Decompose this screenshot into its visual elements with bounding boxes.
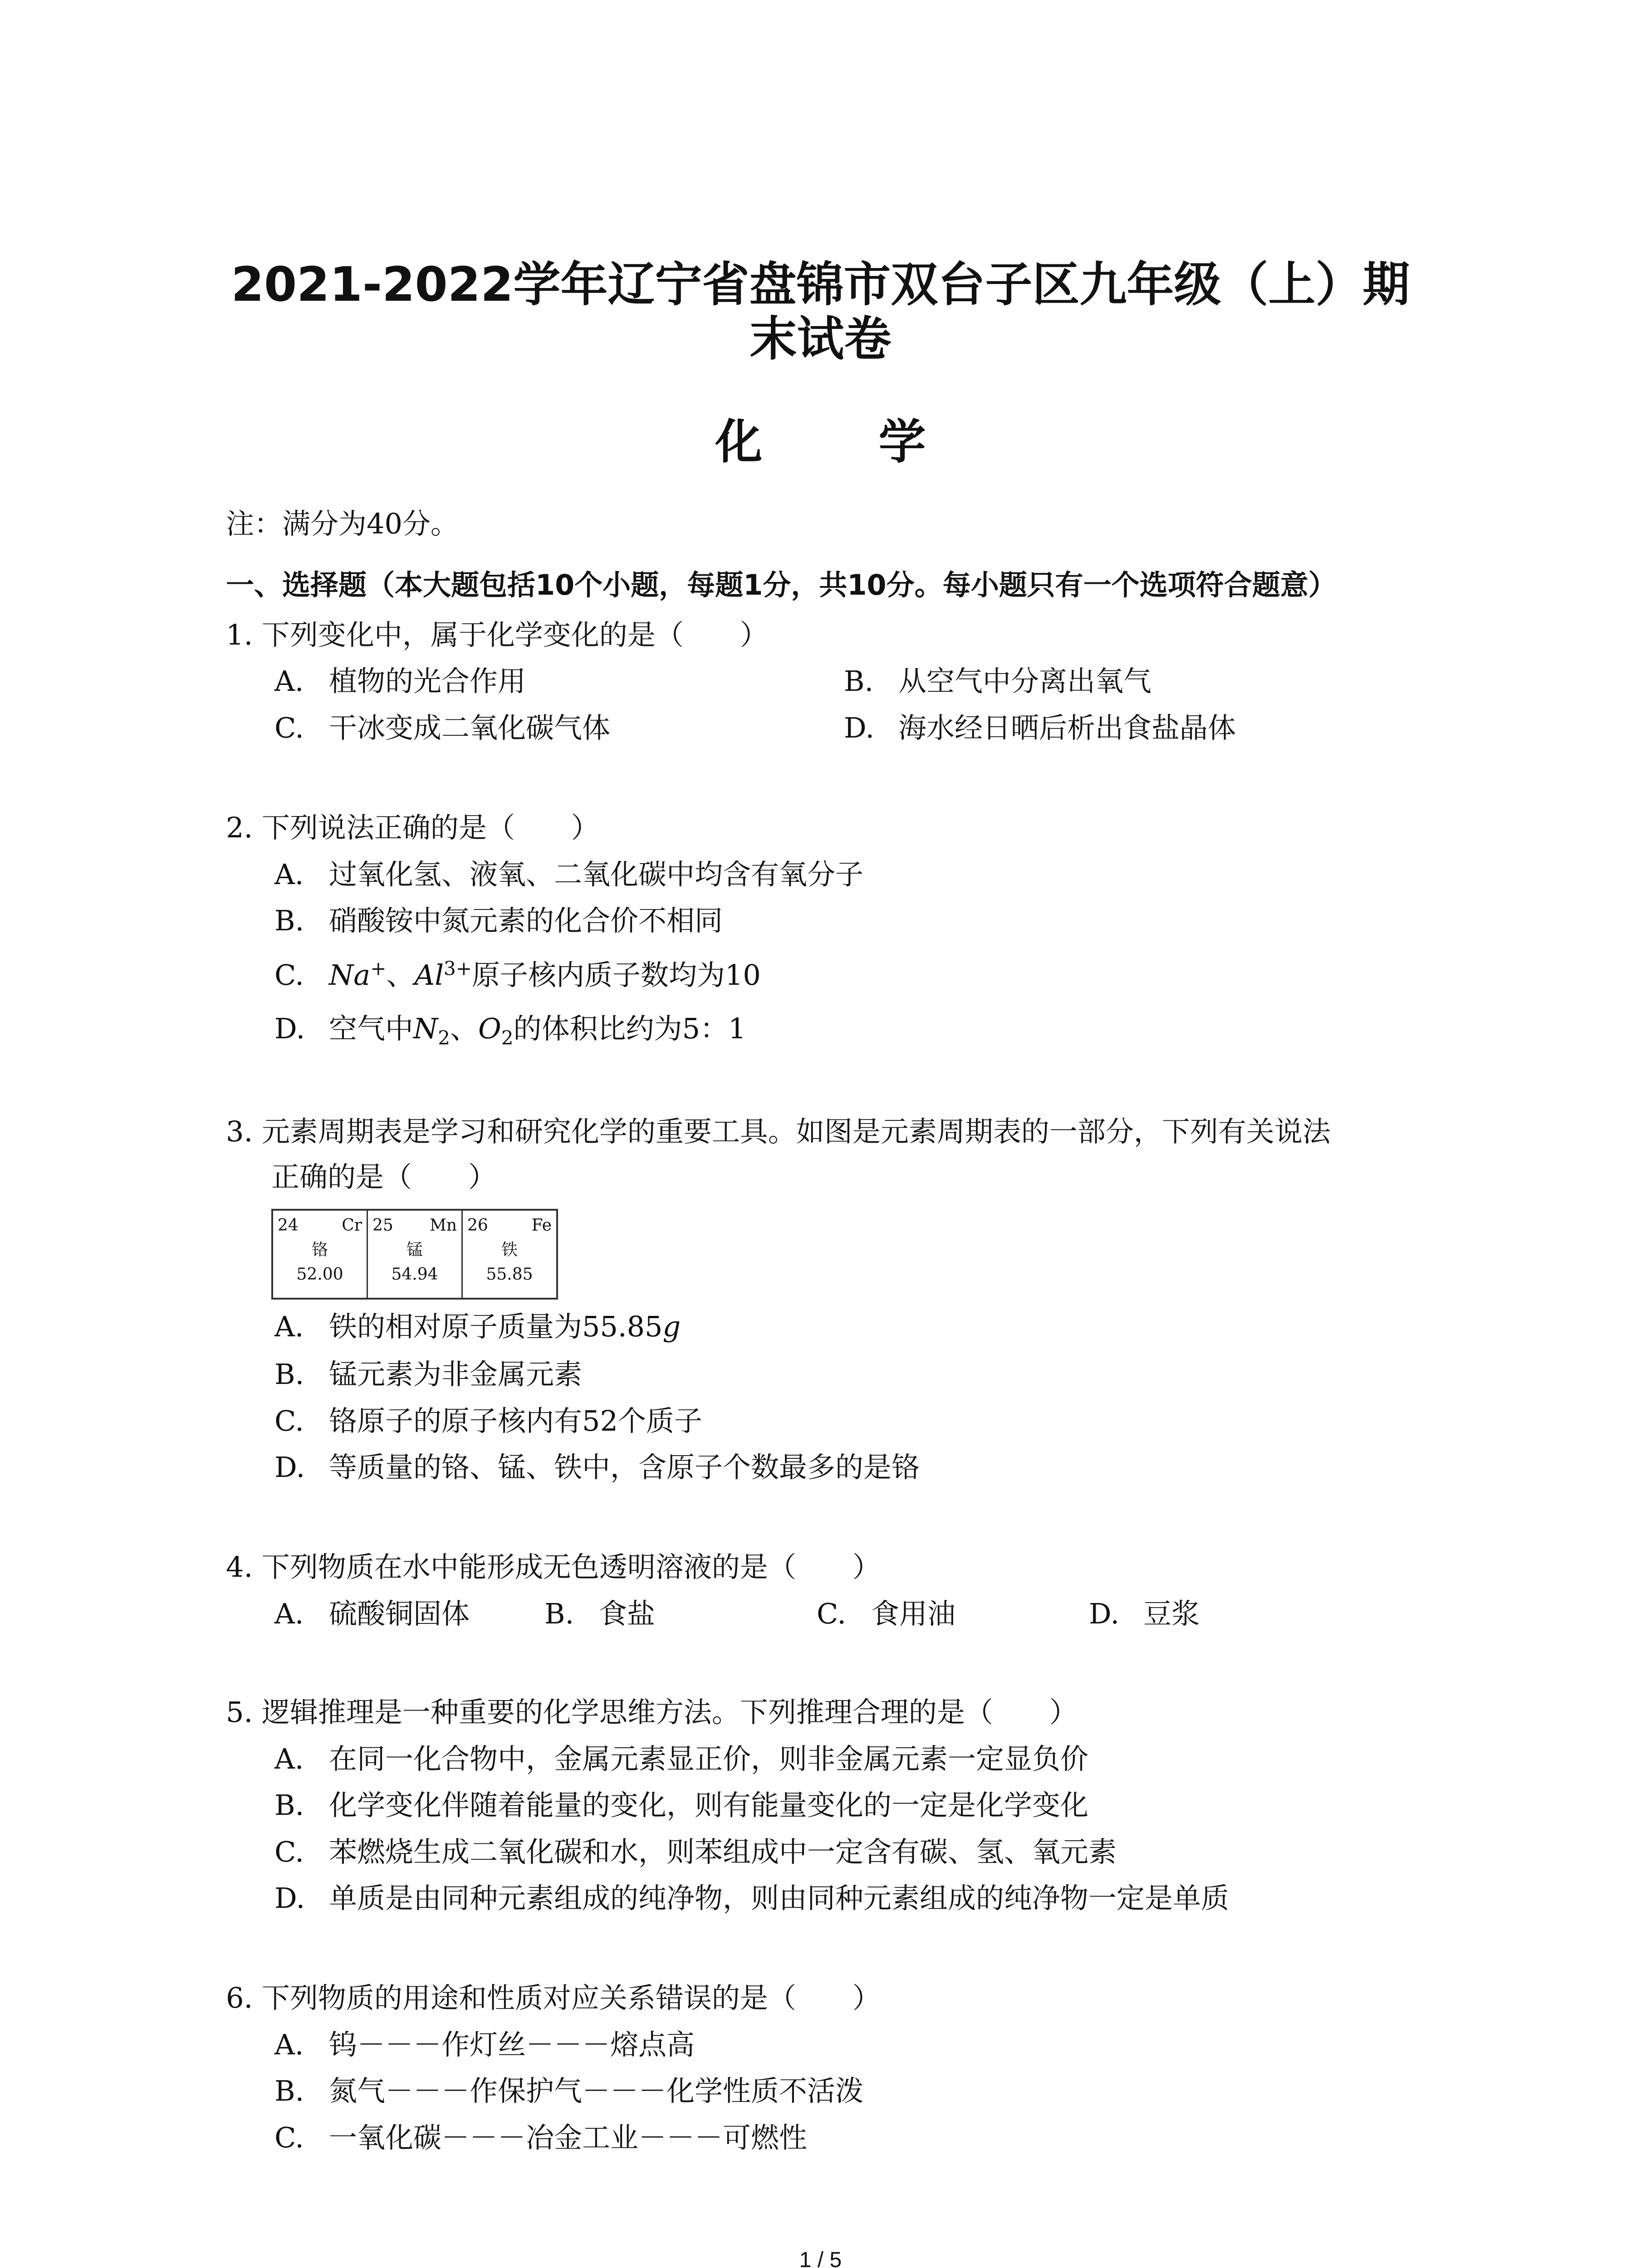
question-5-option-d: D. 单质是由同种元素组成的纯净物，则由同种元素组成的纯净物一定是单质 [274,1882,1230,1915]
question-1-option-c: C. 干冰变成二氧化碳气体 [274,711,611,744]
question-4-stem: 4. 下列物质在水中能形成无色透明溶液的是（ ） [226,1550,881,1584]
exam-title-line1: 2021-2022学年辽宁省盘锦市双台子区九年级（上）期 [231,257,1410,312]
question-3-option-b: B. 锰元素为非金属元素 [274,1358,583,1391]
question-4-option-a: A. 硫酸铜固体 [274,1597,470,1630]
element-cell-cr: 24 Cr 铬 52.00 [272,1210,367,1299]
score-note: 注：满分为40分。 [226,507,459,540]
question-5-option-c: C. 苯燃烧生成二氧化碳和水，则苯组成中一定含有碳、氢、氧元素 [274,1835,1117,1868]
question-3-stem-line1: 3. 元素周期表是学习和研究化学的重要工具。如图是元素周期表的一部分，下列有关说法 [226,1115,1331,1148]
element-cell-fe: 26 Fe 铁 55.85 [462,1210,558,1299]
question-6-option-a: A. 钨－－－作灯丝－－－熔点高 [274,2028,695,2061]
question-3-stem-line2: 正确的是（ ） [271,1160,497,1193]
question-1-option-d: D. 海水经日晒后析出食盐晶体 [844,711,1236,744]
question-6-stem: 6. 下列物质的用途和性质对应关系错误的是（ ） [226,1981,881,2014]
exam-title-line2: 末试卷 [749,311,892,367]
subject-heading: 化 学 [715,414,976,469]
periodic-table-excerpt [271,1209,558,1300]
question-2-option-b: B. 硝酸铵中氮元素的化合价不相同 [274,904,723,937]
question-4-option-d: D. 豆浆 [1089,1597,1200,1630]
question-2-stem: 2. 下列说法正确的是（ ） [226,811,599,844]
question-5-option-a: A. 在同一化合物中，金属元素显正价，则非金属元素一定显负价 [274,1742,1089,1775]
question-5-stem: 5. 逻辑推理是一种重要的化学思维方法。下列推理合理的是（ ） [226,1696,1078,1729]
question-3-option-d: D. 等质量的铬、锰、铁中，含原子个数最多的是铬 [274,1451,920,1484]
question-2-option-a: A. 过氧化氢、液氧、二氧化碳中均含有氧分子 [274,858,864,891]
page-number: 1 / 5 [799,2248,842,2268]
question-6-option-b: B. 氮气－－－作保护气－－－化学性质不活泼 [274,2074,864,2107]
question-3-option-c: C. 铬原子的原子核内有52个质子 [274,1404,702,1437]
question-5-option-b: B. 化学变化伴随着能量的变化，则有能量变化的一定是化学变化 [274,1789,1089,1822]
question-3-option-a: A. 铁的相对原子质量为55.85g [274,1310,681,1343]
question-4-option-b: B. 食盐 [544,1597,656,1630]
element-cell-mn: 25 Mn 锰 54.94 [367,1210,462,1299]
question-1-stem: 1. 下列变化中，属于化学变化的是（ ） [226,618,768,651]
question-2-option-c: C. Na+、$Al^{3+}$原子核内质子数均为10 [274,957,761,992]
question-2-option-d: D. 空气中$N_2$、$O_2$的体积比约为5：1 [274,1012,746,1049]
question-6-option-c: C. 一氧化碳－－－冶金工业－－－可燃性 [274,2121,808,2154]
question-1-option-a: A. 植物的光合作用 [274,665,526,698]
question-4-option-c: C. 食用油 [817,1597,956,1630]
section-heading: 一、选择题（本大题包括10个小题，每题1分，共10分。每小题只有一个选项符合题意） [226,568,1337,601]
question-1-option-b: B. 从空气中分离出氧气 [844,665,1152,698]
